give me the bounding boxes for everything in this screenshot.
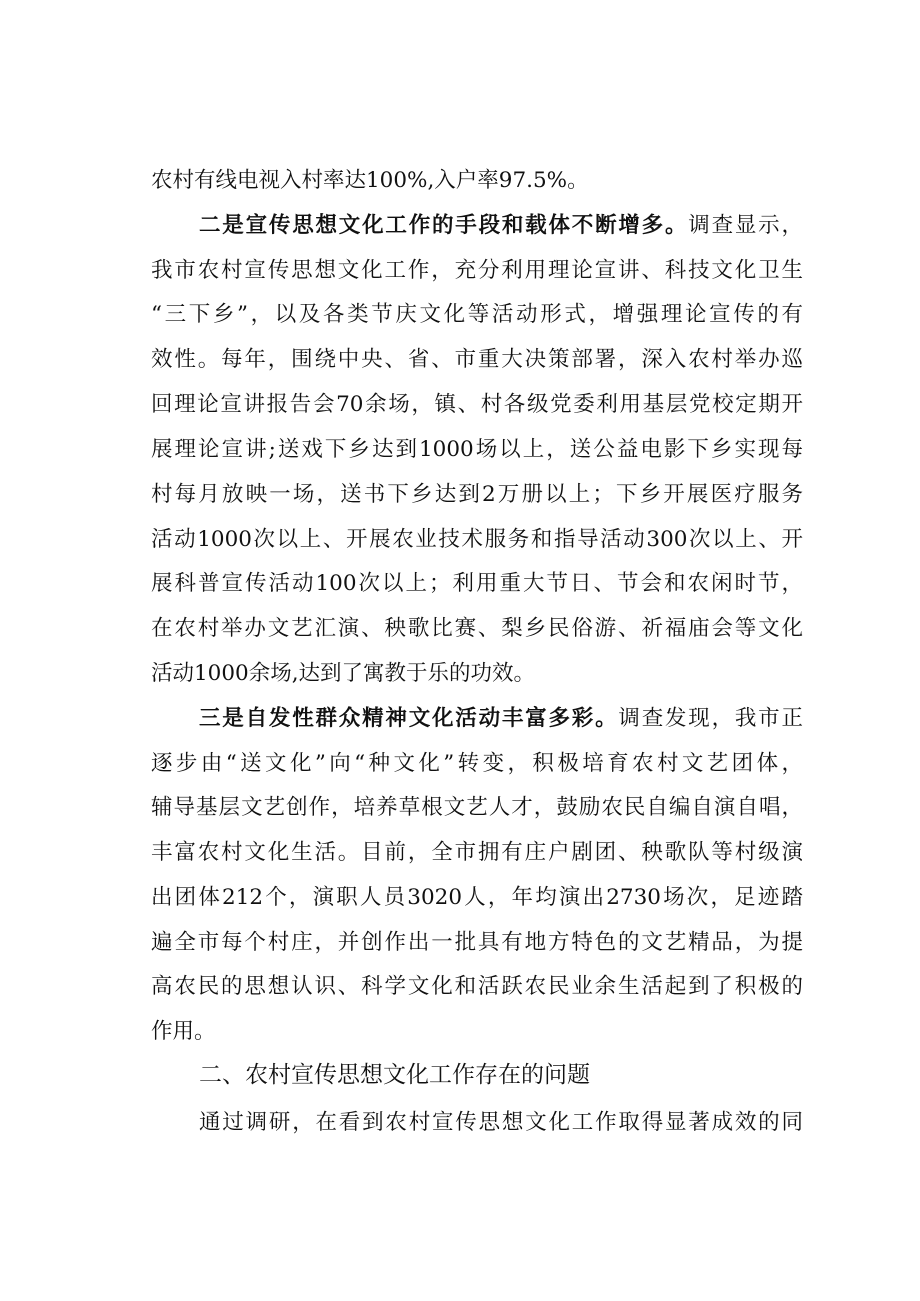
text-line xyxy=(151,882,803,914)
paragraph-lead-bold: 二是宣传思想文化工作的手段和载体不断增多。 xyxy=(199,213,689,238)
line-text: 调查发现，我市正 xyxy=(618,706,803,731)
text-line xyxy=(151,479,803,511)
line-text: 展科普宣传活动100次以上；利用重大节日、节会和农闲时节， xyxy=(151,571,803,596)
paragraph-lead-line xyxy=(199,703,803,735)
text-line xyxy=(151,748,803,780)
line-text: “三下乡”，以及各类节庆文化等活动形式，增强理论宣传的有 xyxy=(151,302,803,327)
text-line xyxy=(151,255,803,287)
text-line xyxy=(151,524,803,556)
text-line xyxy=(151,568,803,600)
paragraph-lead-bold: 三是自发性群众精神文化活动丰富多彩。 xyxy=(199,706,619,731)
text-line xyxy=(151,927,803,959)
text-line xyxy=(151,658,803,690)
line-text: 辅导基层文艺创作，培养草根文艺人才，鼓励农民自编自演自唱， xyxy=(151,795,803,820)
text-line xyxy=(151,299,803,331)
line-text: 遍全市每个村庄，并创作出一批具有地方特色的文艺精品，为提 xyxy=(151,930,803,955)
line-text: 在农村举办文艺汇演、秧歌比赛、梨乡民俗游、祈福庙会等文化 xyxy=(151,616,803,641)
line-text: 农村有线电视入村率达100%,入户率97.5%。 xyxy=(151,168,589,193)
section-heading: 二、农村宣传思想文化工作存在的问题 xyxy=(199,1062,590,1088)
text-line xyxy=(199,1107,803,1139)
line-text: 村每月放映一场，送书下乡达到2万册以上；下乡开展医疗服务 xyxy=(151,482,803,507)
line-text: 回理论宣讲报告会70余场，镇、村各级党委利用基层党校定期开 xyxy=(151,392,803,417)
line-text: 我市农村宣传思想文化工作，充分利用理论宣讲、科技文化卫生 xyxy=(151,258,803,283)
text-line xyxy=(151,792,803,824)
line-text: 逐步由“送文化”向“种文化”转变，积极培育农村文艺团体， xyxy=(151,751,803,776)
line-text: 调查显示， xyxy=(688,213,803,238)
line-text: 丰富农村文化生活。目前，全市拥有庄户剧团、秧歌队等村级演 xyxy=(151,840,803,865)
line-text: 出团体212个，演职人员3020人，年均演出2730场次，足迹踏 xyxy=(151,885,803,910)
text-line xyxy=(151,1016,803,1048)
line-text: 效性。每年，围绕中央、省、市重大决策部署，深入农村举办巡 xyxy=(151,347,803,372)
text-line xyxy=(151,434,803,466)
text-line xyxy=(151,344,803,376)
text-line xyxy=(151,165,803,197)
text-line xyxy=(151,613,803,645)
line-text: 通过调研，在看到农村宣传思想文化工作取得显著成效的同 xyxy=(199,1110,803,1135)
paragraph-lead-line xyxy=(199,210,803,242)
text-line xyxy=(151,971,803,1003)
line-text: 高农民的思想认识、科学文化和活跃农民业余生活起到了积极的 xyxy=(151,974,803,999)
line-text: 作用。 xyxy=(151,1019,216,1044)
line-text: 活动1000次以上、开展农业技术服务和指导活动300次以上、开 xyxy=(151,527,803,552)
text-line xyxy=(151,837,803,869)
line-text: 展理论宣讲;送戏下乡达到1000场以上，送公益电影下乡实现每 xyxy=(151,437,803,462)
text-line xyxy=(151,389,803,421)
line-text: 活动1000余场,达到了寓教于乐的功效。 xyxy=(151,661,536,686)
